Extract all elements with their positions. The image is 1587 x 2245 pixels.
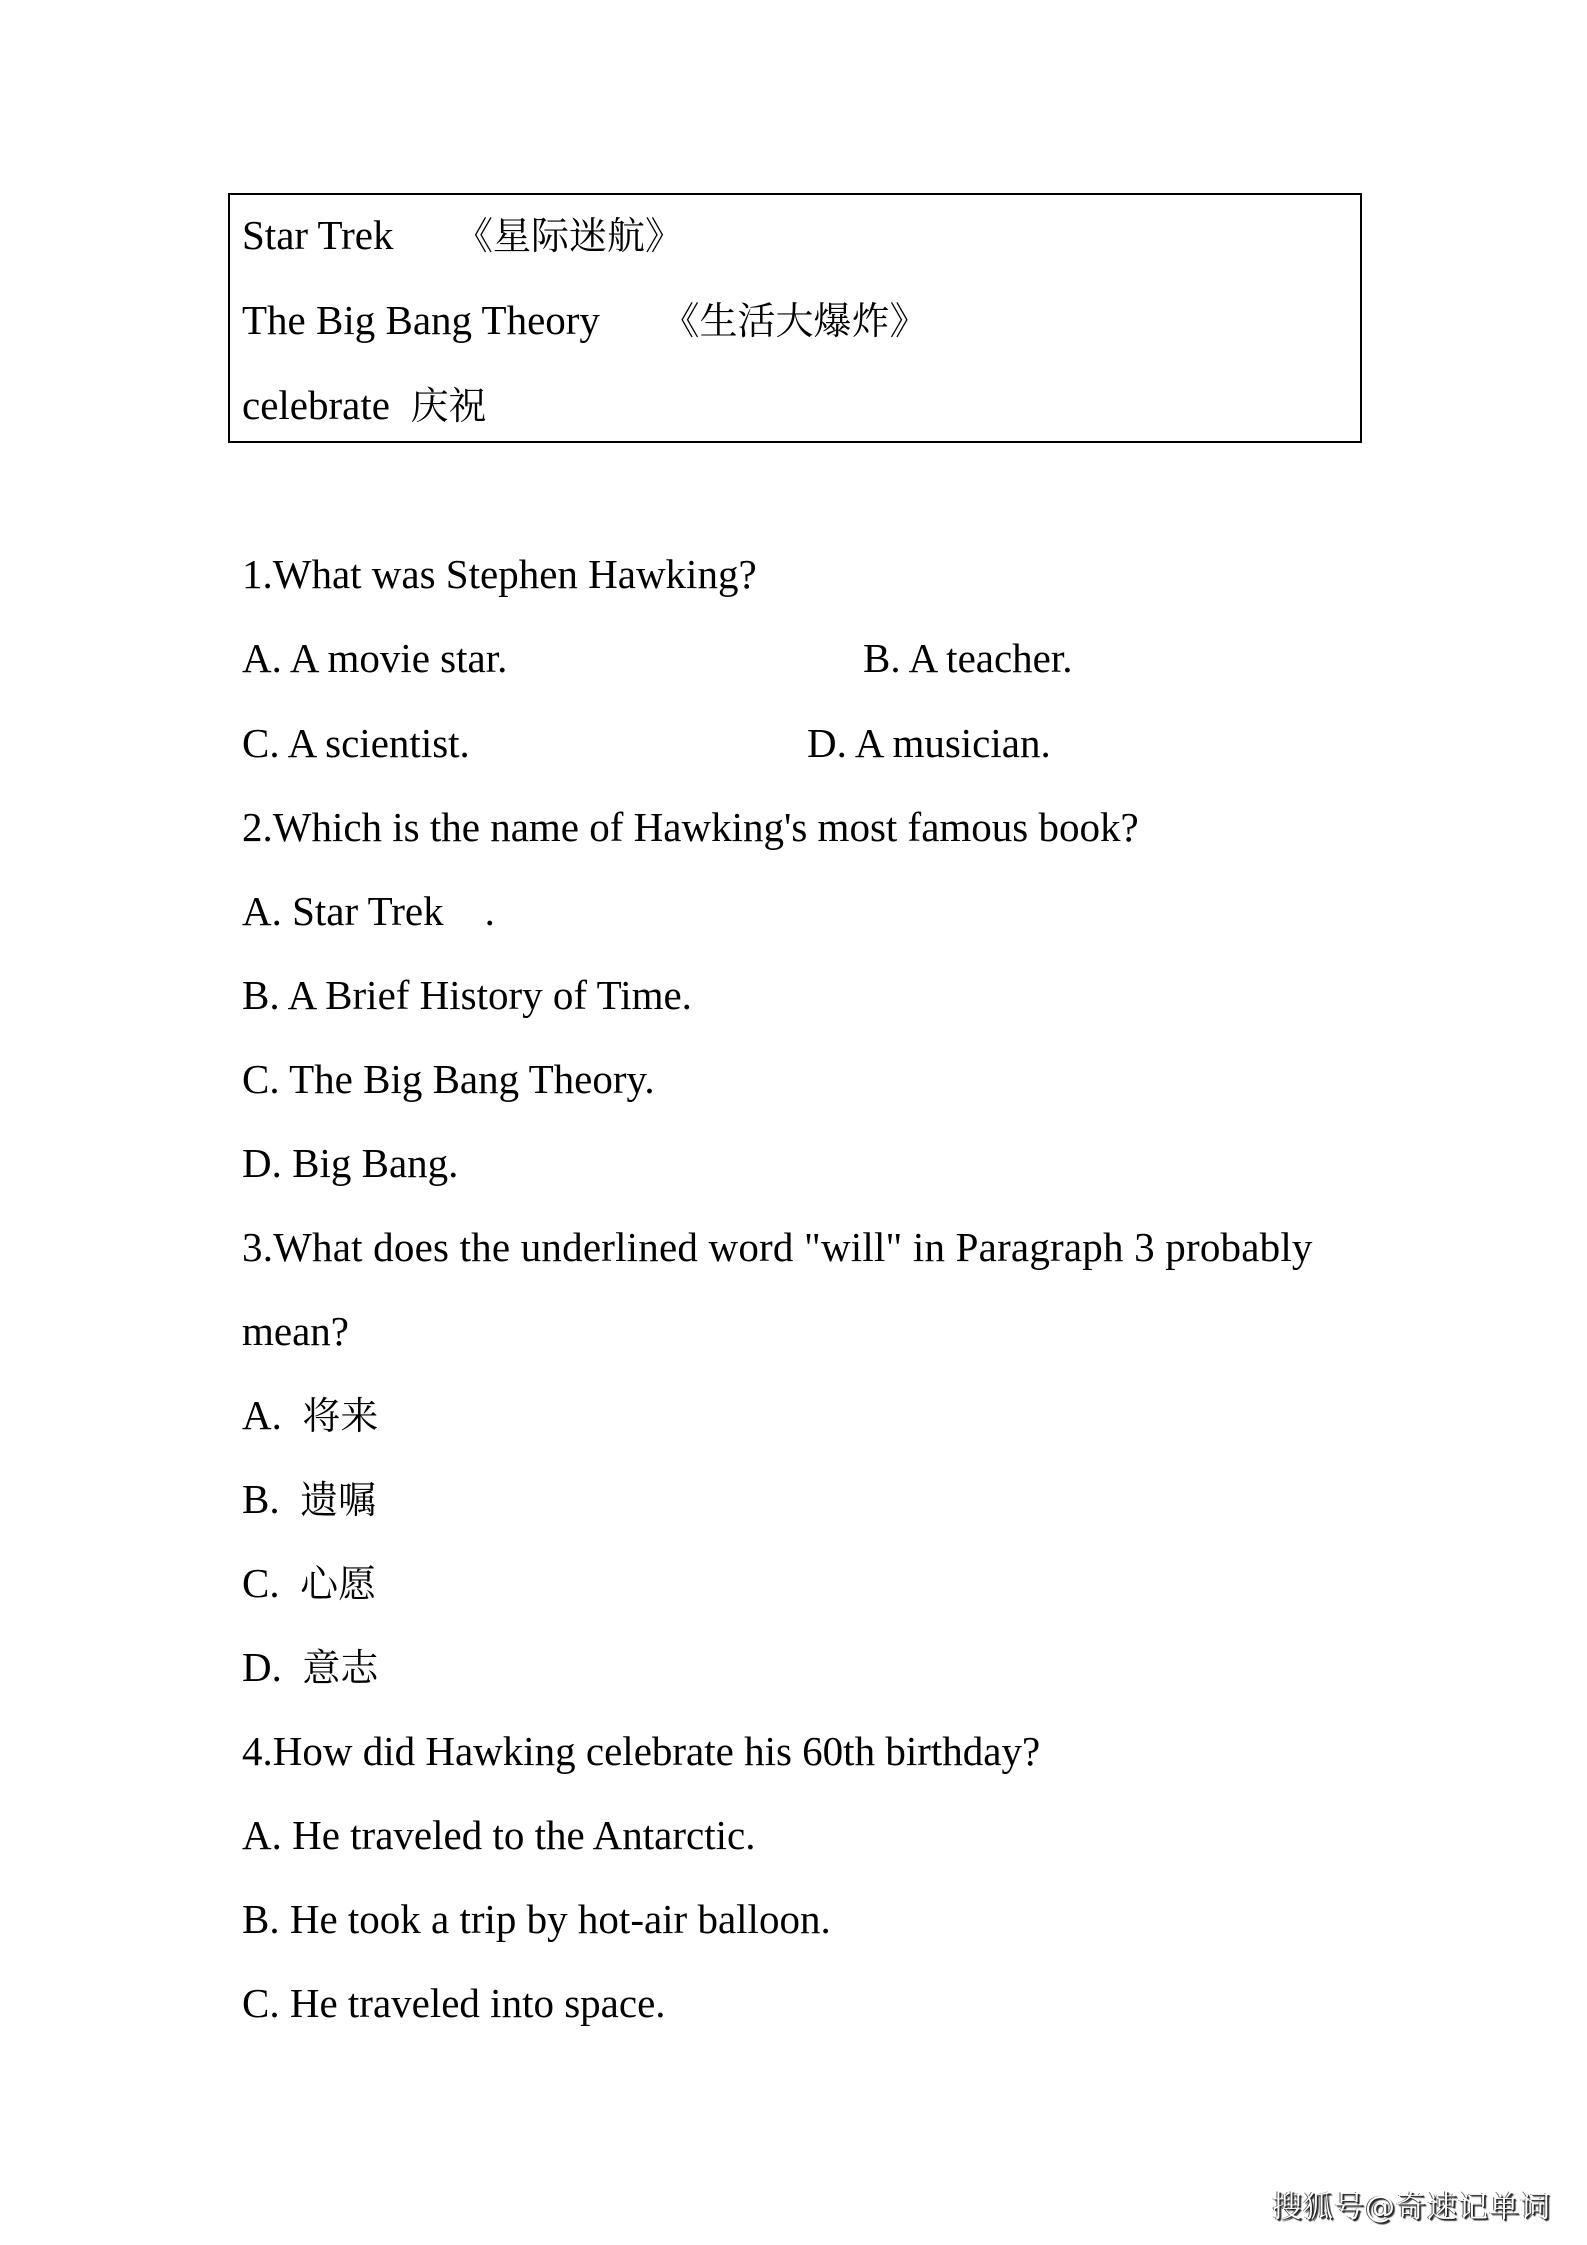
question-3-stem-line-2: mean? (242, 1308, 349, 1354)
option-label: B. (242, 1476, 280, 1522)
vocab-item-star-trek (242, 210, 683, 261)
question-3-option-a (242, 1390, 378, 1441)
option-label: D. (242, 1644, 282, 1690)
question-2-option-a: A. Star Trek . (242, 888, 495, 934)
question-1-stem: 1.What was Stephen Hawking? (242, 551, 757, 597)
question-1-option-c: C. A scientist. (242, 720, 470, 766)
question-4-option-c: C. He traveled into space. (242, 1980, 666, 2026)
question-2-option-c: C. The Big Bang Theory. (242, 1056, 655, 1102)
vocab-translation: 《生活大爆炸》 (661, 299, 928, 343)
vocab-translation: 《星际迷航》 (455, 214, 684, 258)
question-3-option-c (242, 1558, 376, 1609)
question-4-stem: 4.How did Hawking celebrate his 60th birthday? (242, 1728, 1041, 1774)
question-3-option-d (242, 1642, 378, 1693)
question-4-option-a: A. He traveled to the Antarctic. (242, 1812, 756, 1858)
vocab-translation: 庆祝 (410, 384, 487, 428)
question-1-option-d: D. A musician. (807, 720, 1051, 766)
option-text: 心愿 (300, 1562, 377, 1606)
question-3-option-b (242, 1474, 376, 1525)
question-1-option-a: A. A movie star. (242, 635, 508, 681)
spacer (390, 382, 411, 428)
question-2-stem: 2.Which is the name of Hawking's most famous book? (242, 804, 1139, 850)
spacer (394, 212, 456, 258)
option-label: C. (242, 1560, 280, 1606)
question-3-stem-line-1: 3.What does the underlined word "will" in Paragraph 3 probably (242, 1224, 1313, 1270)
spacer (600, 297, 662, 343)
question-4-option-b: B. He took a trip by hot-air balloon. (242, 1896, 831, 1942)
vocab-item-big-bang-theory (242, 295, 927, 346)
vocab-term: Star Trek (242, 212, 394, 258)
option-text: 将来 (302, 1394, 379, 1438)
question-1-option-b: B. A teacher. (863, 635, 1073, 681)
option-label: A. (242, 1392, 282, 1438)
option-text: 遗嘱 (300, 1478, 377, 1522)
vocab-item-celebrate (242, 380, 486, 431)
vocab-term: celebrate (242, 382, 390, 428)
question-2-option-d: D. Big Bang. (242, 1140, 459, 1186)
question-2-option-b: B. A Brief History of Time. (242, 972, 692, 1018)
watermark: 搜狐号@奇速记单词 (1272, 2190, 1551, 2225)
vocab-term: The Big Bang Theory (242, 297, 600, 343)
option-text: 意志 (302, 1646, 379, 1690)
